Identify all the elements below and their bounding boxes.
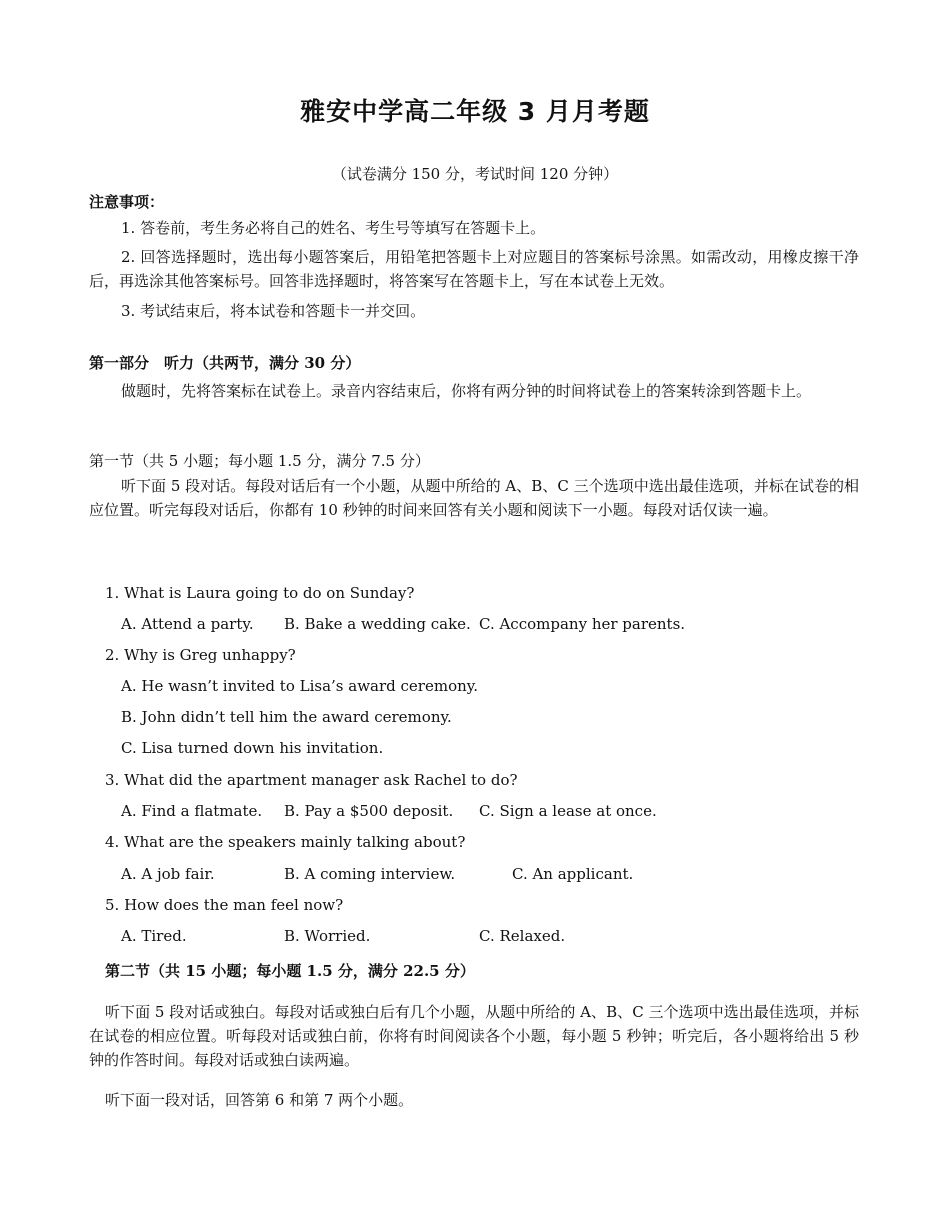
notes-heading: 注意事项： (89, 193, 165, 211)
q3-option-c: C. Sign a lease at once. (479, 802, 657, 820)
q4-option-c: C. An applicant. (512, 865, 634, 883)
q5-option-c: C. Relaxed. (479, 927, 566, 945)
q2-option-a: A. He wasn’t invited to Lisa’s award ceremony. (121, 677, 479, 695)
q1-option-c: C. Accompany her parents. (479, 615, 686, 633)
q1-option-b: B. Bake a wedding cake. (284, 615, 471, 633)
section2-heading: 第二节（共 15 小题；每小题 1.5 分，满分 22.5 分） (105, 962, 475, 980)
question-4: 4. What are the speakers mainly talking about? (105, 833, 466, 851)
note-item-3: 3. 考试结束后，将本试卷和答题卡一并交回。 (121, 302, 426, 320)
q5-option-b: B. Worried. (284, 927, 371, 945)
section1-intro: 听下面 5 段对话。每段对话后有一个小题，从题中所给的 A、B、C 三个选项中选出最佳选项，并标在试卷的相应位置。听完每段对话后，你都有 10 秒钟的时间来回答有关小题和阅读下一小题。每段对话仅读一遍。 (89, 477, 859, 519)
page-title: 雅安中学高二年级 3 月月考题 (300, 97, 650, 126)
q3-option-a: A. Find a flatmate. (121, 802, 263, 820)
q4-option-b: B. A coming interview. (284, 865, 456, 883)
dialog-note: 听下面一段对话，回答第 6 和第 7 两个小题。 (105, 1091, 414, 1109)
q4-option-a: A. A job fair. (121, 865, 215, 883)
q1-option-a: A. Attend a party. (121, 615, 254, 633)
section2-intro: 听下面 5 段对话或独白。每段对话或独白后有几个小题，从题中所给的 A、B、C 三个选项中选出最佳选项，并标在试卷的相应位置。听每段对话或独白前，你将有时间阅读各个小题，每小题 5 秒钟；听完后，各小题将给出 5 秒钟的作答时间。每段对话或独白读两遍。 (89, 1003, 860, 1069)
q2-option-c: C. Lisa turned down his invitation. (121, 739, 384, 757)
section1-heading: 第一节（共 5 小题；每小题 1.5 分，满分 7.5 分） (89, 452, 430, 470)
part1-heading: 第一部分 听力（共两节，满分 30 分） (89, 354, 361, 372)
question-2: 2. Why is Greg unhappy? (105, 646, 296, 664)
question-1: 1. What is Laura going to do on Sunday? (105, 584, 415, 602)
question-3: 3. What did the apartment manager ask Rachel to do? (105, 771, 518, 789)
note-item-2: 2. 回答选择题时，选出每小题答案后，用铅笔把答题卡上对应题目的答案标号涂黑。如需改动，用橡皮擦干净后，再选涂其他答案标号。回答非选择题时，将答案写在答题卡上，写在本试卷上无效。 (89, 248, 859, 290)
q3-option-b: B. Pay a $500 deposit. (284, 802, 454, 820)
part1-intro: 做题时，先将答案标在试卷上。录音内容结束后，你将有两分钟的时间将试卷上的答案转涂到答题卡上。 (121, 382, 812, 400)
q2-option-b: B. John didn’t tell him the award ceremony. (121, 708, 452, 726)
exam-info: （试卷满分 150 分，考试时间 120 分钟） (331, 165, 619, 183)
q5-option-a: A. Tired. (121, 927, 187, 945)
question-5: 5. How does the man feel now? (105, 896, 344, 914)
note-item-1: 1. 答卷前，考生务必将自己的姓名、考生号等填写在答题卡上。 (121, 219, 546, 237)
